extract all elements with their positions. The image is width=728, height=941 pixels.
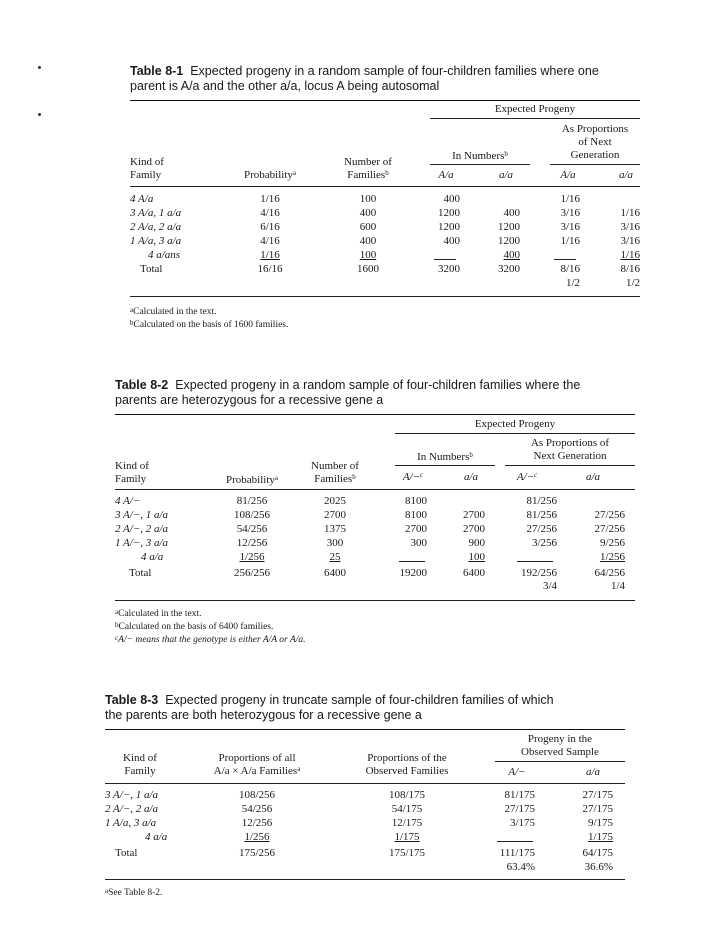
header-all-families: Proportions of all A/a × A/a Families$^a$ [213,752,301,777]
table-8-2 [115,378,635,648]
scan-speck [38,66,41,69]
table-label: Table 8-1 [130,64,184,78]
table-row: 4 A/− 81/256 2025 8100 81/256 [115,495,557,507]
header-rule [105,783,625,784]
dash-placeholder [517,561,553,562]
header-rule [130,186,640,187]
bottom-rule [105,879,625,880]
subgroup-rule [505,465,635,466]
header-prop-Aa: A/a [560,169,576,181]
table-row: 1 A/a, 3 a/a 4/16 400 400 1200 1/16 3/16 [130,235,640,247]
subgroup-rule [395,465,495,466]
table-row: 1 A/a, 3 a/a 12/256 12/175 3/175 9/175 [105,817,613,829]
table-row-total: Total 16/16 1600 3200 3200 8/16 8/16 1/2 1/2 [140,263,640,289]
footnote-a: $^a$See Table 8-2. [105,887,163,898]
footnote-a: $^a$Calculated in the text. [130,306,217,317]
footnote-c: $^c$A/− means that the genotype is either A/A or A/a. [115,634,306,645]
header-kind: Kind of Family [130,156,164,181]
subgroup-rule [550,164,640,165]
subgroup-rule [430,164,530,165]
table-row: 2 A/−, 2 a/a 54/256 54/175 27/175 27/175 [105,803,613,815]
table-caption: Table 8-3 Expected progeny in truncate sample of four-children families of which the parents are both heterozygous for a recessive gene a [105,693,554,722]
table-row: 4 a/ans 1/16 100 400 1/16 [148,249,640,261]
group-header-expected: Expected Progeny [474,418,556,430]
table-row: 2 A/−, 2 a/a 54/256 1375 2700 2700 27/256 27/256 [115,523,625,535]
table-row: 3 A/a, 1 a/a 4/16 400 1200 400 3/16 1/16 [130,207,640,219]
table-caption: Table 8-2 Expected progeny in a random sample of four-children families where the parents are heterozygous for a recessive gene a [115,378,581,407]
table-row-total: Total 175/256 175/175 111/175 64/175 63.4% 36.6% [115,847,613,873]
table-label: Table 8-2 [115,378,169,392]
table-row: 4 A/a 1/16 100 400 1/16 [130,193,580,205]
header-A: A/−$^c$ [402,471,424,483]
footnote-b: $^b$Calculated on the basis of 6400 families. [115,621,274,632]
header-probability: Probability$^a$ [244,169,296,181]
top-rule [105,729,625,730]
table-row: 1 A/−, 3 a/a 12/256 300 300 900 3/256 9/256 [115,537,625,549]
dash-placeholder [399,561,425,562]
header-rule [115,489,635,490]
header-prop-aa: a/a [585,471,601,483]
table-row: 4 a/a 1/256 1/175 1/175 [145,831,613,843]
footnote-b: $^b$Calculated on the basis of 1600 families. [130,319,289,330]
bottom-rule [115,600,635,601]
group-header-proportions: As Proportions of Next Generation [561,123,629,161]
header-observed-families: Proportions of the Observed Families [365,752,449,777]
group-header-numbers: In Numbers$^b$ [417,451,473,463]
scan-speck [38,113,41,116]
table-row-total: Total 256/256 6400 19200 6400 192/256 64/256 3/4 1/4 [129,567,625,592]
header-Aa: A/a [438,169,454,181]
dash-placeholder [497,841,533,842]
table-row: 3 A/−, 1 a/a 108/256 2700 8100 2700 81/256 27/256 [115,509,625,521]
header-aa: a/a [463,471,479,483]
group-header-expected: Expected Progeny [494,103,576,115]
header-kind: Kind of Family [115,460,149,485]
table-8-1 [130,64,640,344]
table-row: 2 A/a, 2 a/a 6/16 600 1200 1200 3/16 3/16 [130,221,640,233]
header-probability: Probability$^a$ [226,474,278,486]
top-rule [130,100,640,101]
group-header-numbers: In Numbers$^b$ [452,150,508,162]
group-rule [395,433,635,434]
header-aa: a/a [498,169,514,181]
footnote-a: $^a$Calculated in the text. [115,608,202,619]
table-body [130,193,640,293]
group-rule [430,118,640,119]
table-label: Table 8-3 [105,693,159,707]
table-body [105,789,625,879]
header-A: A/− [508,766,526,778]
dash-placeholder [434,259,456,260]
table-row: 4 a/a 1/256 25 100 1/256 [141,551,625,563]
header-prop-aa: a/a [618,169,634,181]
dash-placeholder [554,259,576,260]
subgroup-rule [495,761,625,762]
group-header-proportions: As Proportions of Next Generation [530,437,610,462]
bottom-rule [130,296,640,297]
group-header-progeny: Progeny in the Observed Sample [521,733,599,758]
table-caption: Table 8-1 Expected progeny in a random sample of four-children families where one parent is A/a and the other a/a, locus A being autosomal [130,64,599,93]
table-row: 3 A/−, 1 a/a 108/256 108/175 81/175 27/175 [105,789,613,801]
header-prop-A: A/−$^c$ [516,471,538,483]
header-kind: Kind of Family [123,752,157,777]
table-body [115,495,635,595]
top-rule [115,414,635,415]
header-aa: a/a [585,766,601,778]
header-families: Number of Families$^b$ [344,156,392,181]
table-8-3 [105,693,625,903]
header-families: Number of Families$^b$ [311,460,359,485]
